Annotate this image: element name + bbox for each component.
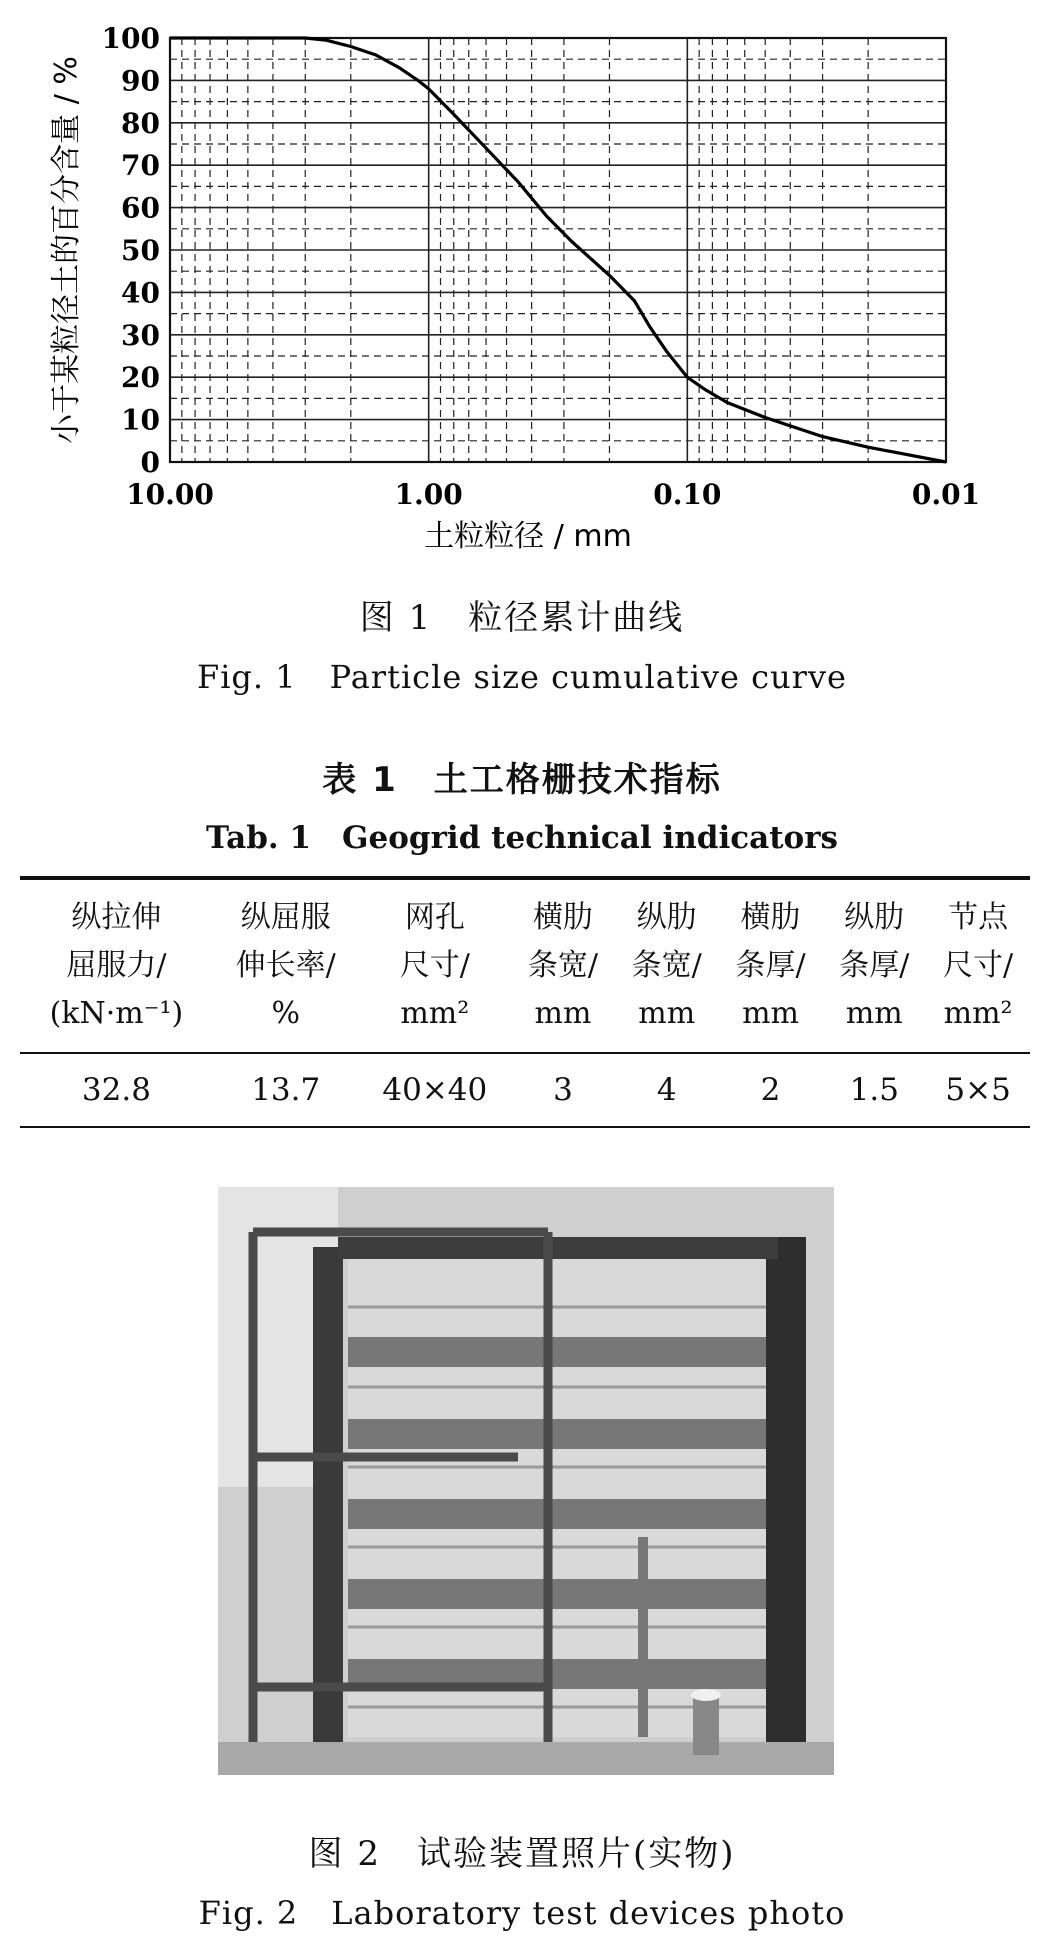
test-rig-illustration: [218, 1187, 834, 1775]
table-cell: 13.7: [251, 1072, 321, 1108]
header-cell: 纵肋 条厚/ mm: [839, 900, 910, 1031]
table-cell: 32.8: [81, 1072, 151, 1108]
header-cell: 纵屈服 伸长率/ %: [235, 900, 336, 1031]
y-tick-label: 100: [101, 22, 160, 55]
figure1-caption-zh: 图 1 粒径累计曲线: [359, 598, 685, 638]
y-tick-label: 10: [121, 403, 160, 437]
table-header-row: [20, 878, 1030, 1053]
table-cell: 40×40: [382, 1072, 488, 1108]
x-axis-label: 土粒粒径 / mm: [424, 519, 632, 554]
geogrid-table: [20, 876, 1030, 1128]
header-cell: 网孔 尺寸/ mm²: [399, 900, 470, 1031]
y-tick-label: 70: [121, 149, 160, 183]
x-tick-label: 10.00: [126, 478, 214, 511]
y-tick-label: 40: [121, 276, 160, 310]
header-cell: 横肋 条厚/ mm: [735, 900, 806, 1031]
x-tick-label: 0.01: [911, 478, 981, 511]
table-cell: 2: [760, 1072, 781, 1108]
x-tick-label: 0.10: [653, 478, 722, 511]
figure2-caption-zh: 图 2 试验装置照片(实物): [308, 1834, 736, 1874]
figure1-caption-en: Fig. 1 Particle size cumulative curve: [196, 658, 847, 696]
y-tick-label: 50: [121, 234, 160, 267]
table-cell: 3: [553, 1072, 573, 1108]
y-tick-label: 80: [121, 106, 160, 140]
table-cell: 1.5: [849, 1072, 899, 1108]
table-cell: 5×5: [945, 1072, 1011, 1108]
y-tick-label: 90: [121, 64, 160, 98]
particle-size-chart: [0, 0, 1044, 560]
y-tick-label: 60: [121, 191, 160, 225]
header-cell: 纵肋 条宽/ mm: [631, 900, 702, 1031]
table-row: [20, 1053, 1030, 1127]
figure2-caption-en: Fig. 2 Laboratory test devices photo: [198, 1894, 846, 1932]
table1-title-zh: 表 1 土工格栅技术指标: [322, 760, 722, 800]
laboratory-test-photo: [218, 1187, 834, 1775]
y-axis-label: 小于某粒径土的百分含量 / %: [49, 56, 84, 444]
y-tick-label: 0: [140, 446, 160, 479]
x-tick-label: 1.00: [394, 478, 463, 511]
header-cell: 节点 尺寸/ mm²: [943, 900, 1014, 1031]
y-tick-label: 20: [121, 361, 160, 395]
header-cell: 横肋 条宽/ mm: [527, 900, 598, 1031]
table1-title-en: Tab. 1 Geogrid technical indicators: [206, 820, 838, 856]
table-cell: 4: [656, 1072, 677, 1108]
header-cell: 纵拉伸 屈服力/ (kN·m⁻¹): [49, 900, 184, 1031]
y-tick-label: 30: [121, 318, 160, 352]
